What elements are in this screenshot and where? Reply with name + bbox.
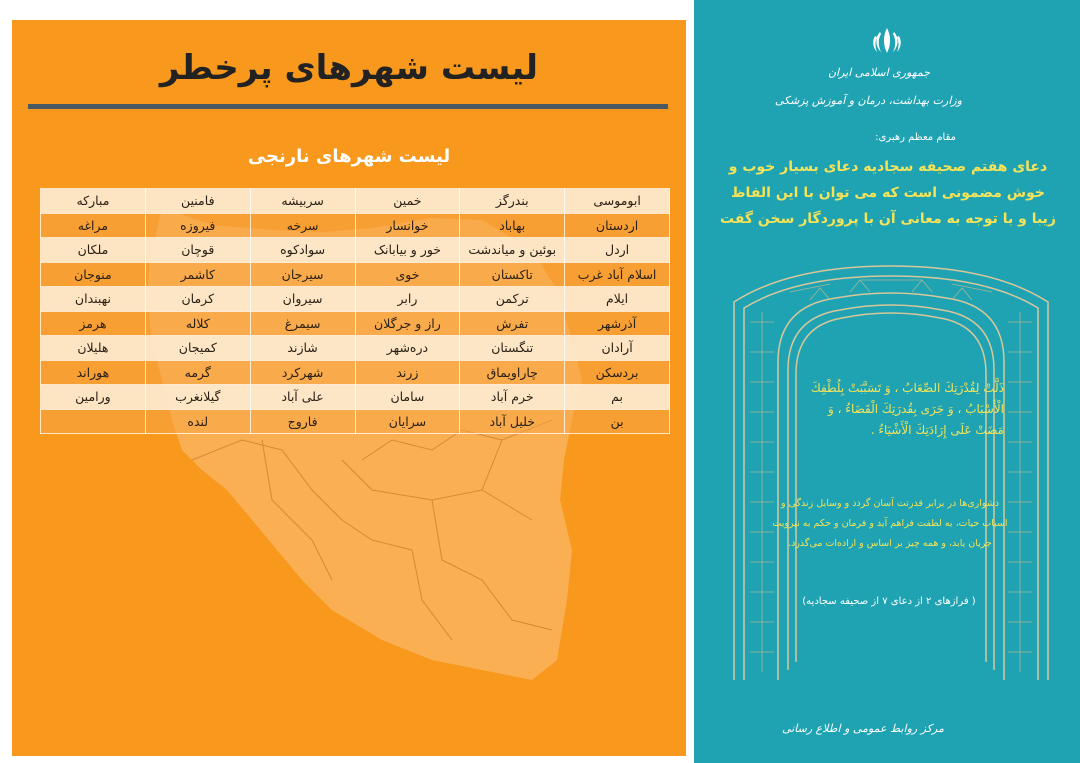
city-cell: خلیل آباد xyxy=(460,409,565,434)
city-cell: لنده xyxy=(145,409,250,434)
table-row xyxy=(41,213,670,238)
city-cell: بردسکن xyxy=(565,360,670,385)
city-cell: بن xyxy=(565,409,670,434)
table-row xyxy=(41,311,670,336)
city-cell: فامنین xyxy=(145,189,250,214)
city-cell: ترکمن xyxy=(460,287,565,312)
city-cell: هلیلان xyxy=(41,336,146,361)
city-cell: خور و بیابانک xyxy=(355,238,460,263)
city-cell: خمین xyxy=(355,189,460,214)
leader-quote: دعای هفتم صحیفه سجادیه دعای بسیار خوب و خوش مضمونی است که می توان با این الفاظ زیبا و با توجه به معانی آن با پروردگار سخن گفت xyxy=(720,159,1056,227)
city-cell: قوچان xyxy=(145,238,250,263)
city-cell: اسلام آباد غرب xyxy=(565,262,670,287)
city-cell: فیروزه xyxy=(145,213,250,238)
table-row xyxy=(41,262,670,287)
teal-dua-panel xyxy=(694,0,1080,763)
city-cell: دره‌شهر xyxy=(355,336,460,361)
table-row xyxy=(41,287,670,312)
city-cell: مراغه xyxy=(41,213,146,238)
leader-label: مقام معظم رهبری: xyxy=(875,132,956,143)
city-cell: هرمز xyxy=(41,311,146,336)
city-cell: ابوموسی xyxy=(565,189,670,214)
city-cell: بم xyxy=(565,385,670,410)
panel-divider xyxy=(686,0,694,763)
city-cell: خوی xyxy=(355,262,460,287)
city-cell: آرادان xyxy=(565,336,670,361)
city-cell: خوانسار xyxy=(355,213,460,238)
city-cell: سامان xyxy=(355,385,460,410)
table-row xyxy=(41,409,670,434)
city-cell: خرم آباد xyxy=(460,385,565,410)
city-cell: سرایان xyxy=(355,409,460,434)
city-cell: سربیشه xyxy=(250,189,355,214)
city-cell: کاشمر xyxy=(145,262,250,287)
city-cell: بوئین و میاندشت xyxy=(460,238,565,263)
arch-frame-ornament xyxy=(730,262,1052,682)
city-cell: تاکستان xyxy=(460,262,565,287)
city-cell: آذرشهر xyxy=(565,311,670,336)
city-cell: زرند xyxy=(355,360,460,385)
country-name: جمهوری اسلامی ایران xyxy=(827,66,930,79)
persian-translation: دشواری‌ها در برابر قدرتت آسان گردد و وسایل زندگی و اسباب حیات، به لطفت فراهم آید و فرمان و حکم به نیرویت جریان یابد، و همه چیز بر اساس و اراده‌ات می‌گذرد. xyxy=(772,498,1008,549)
city-cell: منوجان xyxy=(41,262,146,287)
table-row xyxy=(41,336,670,361)
city-cell: سیمرغ xyxy=(250,311,355,336)
city-cell: ورامین xyxy=(41,385,146,410)
title-divider xyxy=(28,104,668,109)
iran-emblem-icon xyxy=(870,26,904,56)
city-cell: سیرجان xyxy=(250,262,355,287)
city-cell: شهرکرد xyxy=(250,360,355,385)
city-cell: علی آباد xyxy=(250,385,355,410)
city-cell: بندرگز xyxy=(460,189,565,214)
city-cell: هوراند xyxy=(41,360,146,385)
footer-org-name: مرکز روابط عمومی و اطلاع رسانی xyxy=(782,722,944,735)
city-cell: گرمه xyxy=(145,360,250,385)
city-cell xyxy=(41,409,146,434)
city-cell: تفرش xyxy=(460,311,565,336)
verse-source: ( فرازهای ۲ از دعای ۷ از صحیفه سجادیه) xyxy=(802,596,976,607)
city-cell: چاراویماق xyxy=(460,360,565,385)
city-cell: سرخه xyxy=(250,213,355,238)
city-cell: اردل xyxy=(565,238,670,263)
city-cell: کمیجان xyxy=(145,336,250,361)
city-cell: سوادکوه xyxy=(250,238,355,263)
city-cell: شازند xyxy=(250,336,355,361)
arabic-verse: ذَلَّتْ لِقُدْرَتِكَ الصِّعَابُ ، وَ تَسَبَّبَتْ بِلُطْفِكَ الْأَسْبَابُ ، وَ جَرَى بِقُدرَتِكَ الْقَضَاءُ ، وَ مَضَتْ عَلَى إِرَادَتِكَ الْأَشْيَاءُ . xyxy=(810,381,1004,437)
ministry-name: وزارت بهداشت، درمان و آموزش پزشکی xyxy=(774,94,962,107)
city-cell: گیلانغرب xyxy=(145,385,250,410)
city-cell: نهبندان xyxy=(41,287,146,312)
city-cell: اردستان xyxy=(565,213,670,238)
table-row xyxy=(41,238,670,263)
orange-cities-table xyxy=(40,188,670,434)
city-cell: مبارکه xyxy=(41,189,146,214)
table-row xyxy=(41,360,670,385)
city-cell: تنگستان xyxy=(460,336,565,361)
city-cell: فاروج xyxy=(250,409,355,434)
city-cell: کرمان xyxy=(145,287,250,312)
page-title: لیست شهرهای پرخطر xyxy=(159,48,539,88)
table-row xyxy=(41,385,670,410)
city-cell: رابر xyxy=(355,287,460,312)
table-title: لیست شهرهای نارنجی xyxy=(247,146,451,167)
city-cell: راز و جرگلان xyxy=(355,311,460,336)
table-row xyxy=(41,189,670,214)
city-cell: بهاباد xyxy=(460,213,565,238)
city-cell: ایلام xyxy=(565,287,670,312)
city-cell: سیروان xyxy=(250,287,355,312)
orange-cities-panel xyxy=(12,20,686,756)
city-cell: کلاله xyxy=(145,311,250,336)
city-cell: ملکان xyxy=(41,238,146,263)
